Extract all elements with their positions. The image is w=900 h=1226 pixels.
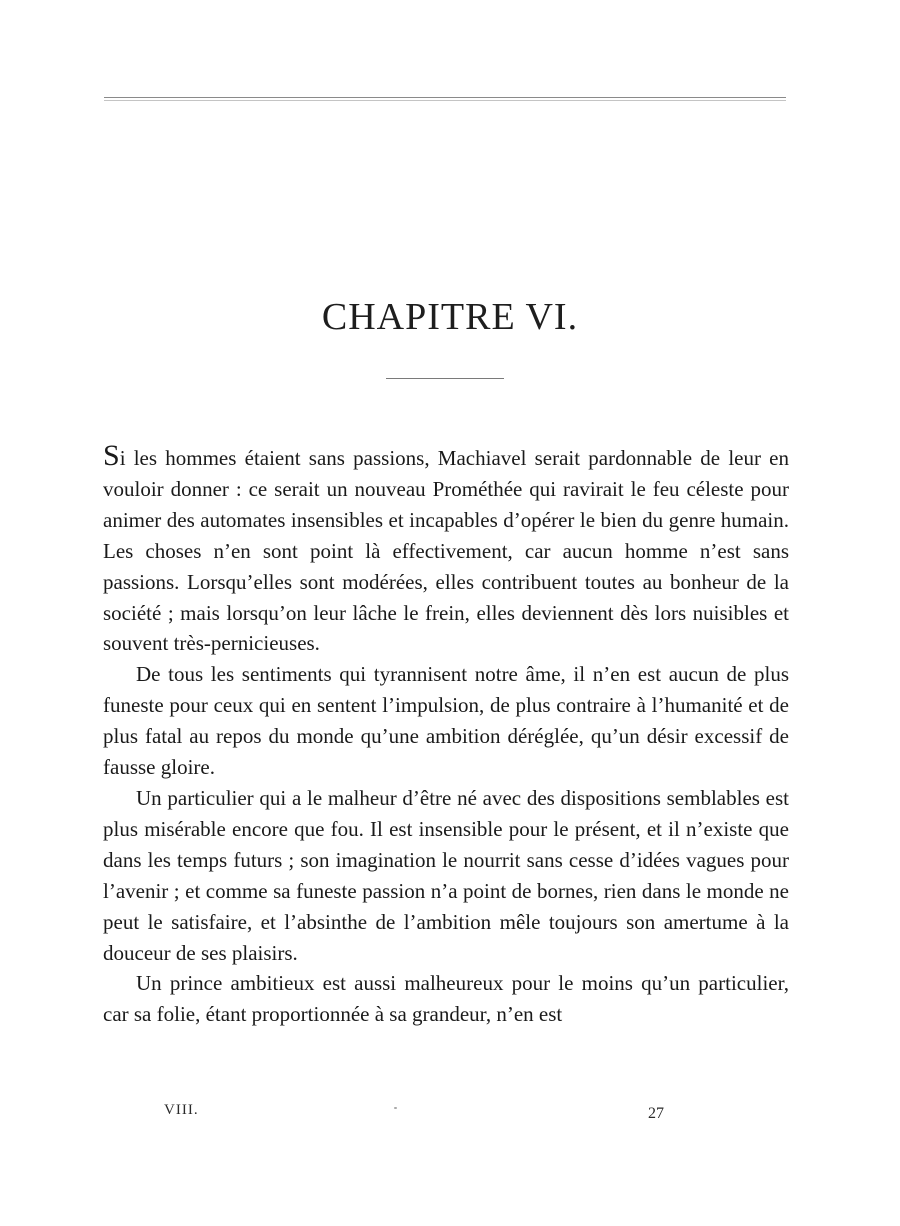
print-speck [394,1107,397,1109]
paragraph-1 [103,439,789,659]
page-number: 27 [648,1105,664,1122]
signature-mark: VIII. [164,1102,199,1118]
paragraph-3: Un particulier qui a le malheur d’être né avec des dispositions semblables est plus misérable encore que fou. Il est insensible pour le présent, et il n’existe que dans les temps futurs ; son imagination le nourrit sans cesse d’idées vagues pour l’avenir ; et comme sa funeste passion n’a point de bornes, rien dans le monde ne peut le satisfaire, et l’absinthe de l’ambition mêle toujours son amertume à la douceur de ses plaisirs. [103,785,789,965]
chapter-title: CHAPITRE VI. [321,296,579,338]
paragraph-4: Un prince ambitieux est aussi malheureux pour le moins qu’un particulier, car sa folie, étant proportionnée à sa grandeur, n’en est [103,971,789,1027]
body-text [103,439,789,1030]
title-rule [386,378,504,379]
top-rule [104,97,786,98]
paragraph-1-text: i les hommes étaient sans passions, Machiavel serait pardonnable de leur en vouloir donner : ce serait un nouveau Prométhée qui ravirait le feu céleste pour animer des automates insensibles et incapables d’opérer le bien du genre humain. Les choses n’en sont point là effectivement, car aucun homme n’est sans passions. Lorsqu’elles sont modérées, elles contribuent toutes au bonheur de la société ; mais lorsqu’on leur lâche le frein, elles deviennent dès lors nuisibles et souvent très-pernicieuses. [103,446,789,656]
drop-cap: S [103,439,120,472]
paragraph-2: De tous les sentiments qui tyrannisent notre âme, il n’en est aucun de plus funeste pour ceux qui en sentent l’impulsion, de plus contraire à l’humanité et de plus fatal au repos du monde qu’une ambition déréglée, qu’un désir excessif de fausse gloire. [103,662,789,780]
